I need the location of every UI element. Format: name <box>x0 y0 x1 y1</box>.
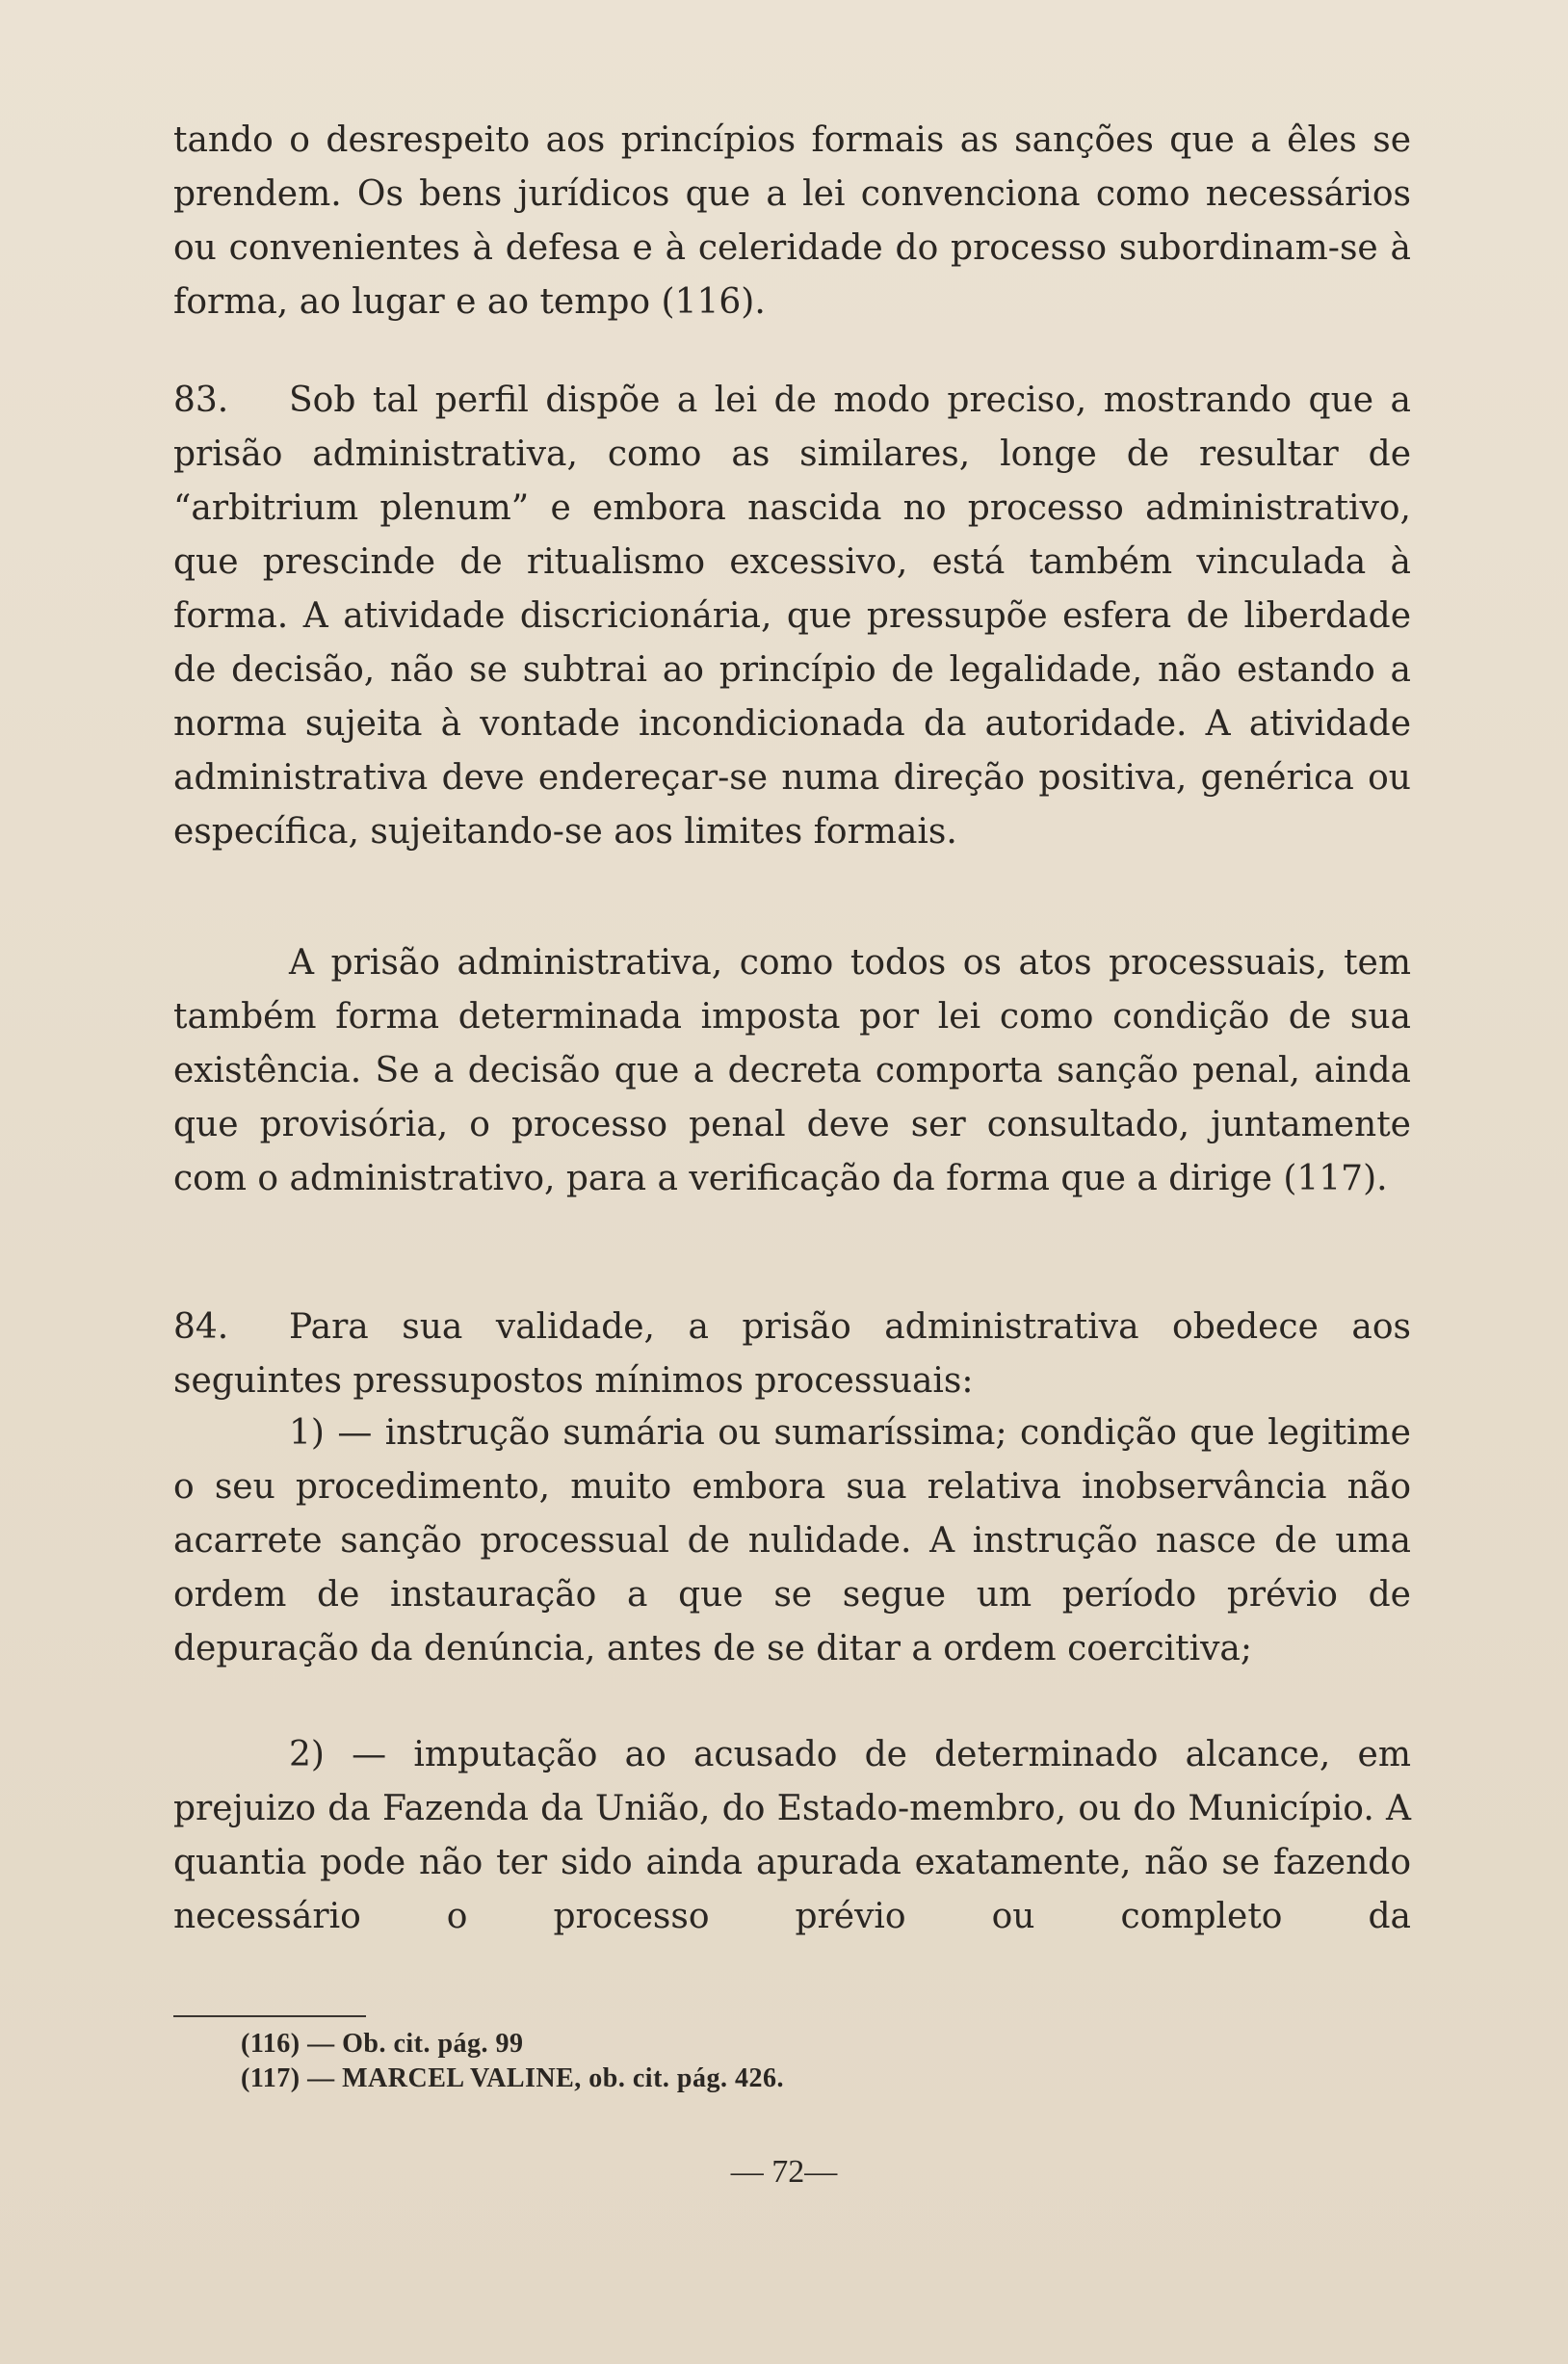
section-number: 84. <box>173 1307 229 1347</box>
paragraph-body: Para sua validade, a prisão administrativa obedece aos seguintes pressupostos mínimos processuais: <box>173 1307 1411 1401</box>
paragraph-text <box>173 374 1411 859</box>
footnote-divider <box>173 2015 366 2017</box>
section-number: 83. <box>173 381 229 420</box>
footnotes <box>241 2027 784 2096</box>
list-item-text: 1) — instrução sumária ou sumaríssima; condição que legitime o seu procedimento, muito embora sua relativa inobservância não acarrete sanção processual de nulidade. A instrução nasce de uma ordem de instauração a que se segue um período prévio de depuração da denúncia, antes de se ditar a ordem coercitiva; <box>173 1413 1411 1668</box>
paragraph-text: A prisão administrativa, como todos os atos processuais, tem também forma determinada imposta por lei como condição de sua existência. Se a decisão que a decreta comporta sanção penal, ainda que provisória, o processo penal deve ser consultado, juntamente com o administrativo, para a verificação da forma que a dirige (117). <box>173 943 1411 1198</box>
paragraph-84 <box>173 1300 1411 1408</box>
footnote-116: (116) — Ob. cit. pág. 99 <box>241 2029 524 2059</box>
paragraph-83 <box>173 374 1411 859</box>
list-item-2 <box>173 1728 1411 1944</box>
paragraph-text: tando o desrespeito aos princípios formais as sanções que a êles se prendem. Os bens jurídicos que a lei convenciona como necessários ou convenientes à defesa e à celeridade do processo subordinam-se à forma, ao lugar e ao tempo (116). <box>173 120 1411 322</box>
page-number: — 72— <box>730 2154 838 2190</box>
paragraph-prisao <box>173 936 1411 1206</box>
paragraph-text <box>173 1300 1411 1408</box>
footnote-117: (117) — MARCEL VALINE, ob. cit. pág. 426. <box>241 2063 784 2093</box>
paragraph-body: Sob tal perfil dispõe a lei de modo preciso, mostrando que a prisão administrativa, como as similares, longe de resultar de “arbitrium plenum” e embora nascida no processo administrativo, que prescinde de ritualismo excessivo, está também vinculada à forma. A atividade discricionária, que pressupõe esfera de liberdade de decisão, não se subtrai ao princípio de legalidade, não estando a norma sujeita à vontade incondicionada da autoridade. A atividade administrativa deve endereçar-se numa direção positiva, genérica ou específica, sujeitando-se aos limites formais. <box>173 381 1411 852</box>
list-item-text: 2) — imputação ao acusado de determinado alcance, em prejuizo da Fazenda da União, do Estado-membro, ou do Município. A quantia pode não ter sido ainda apurada exatamente, não se fazendo necessário o processo prévio ou completo da <box>173 1735 1411 1936</box>
paragraph-continuation <box>173 114 1411 329</box>
list-item-1 <box>173 1406 1411 1676</box>
